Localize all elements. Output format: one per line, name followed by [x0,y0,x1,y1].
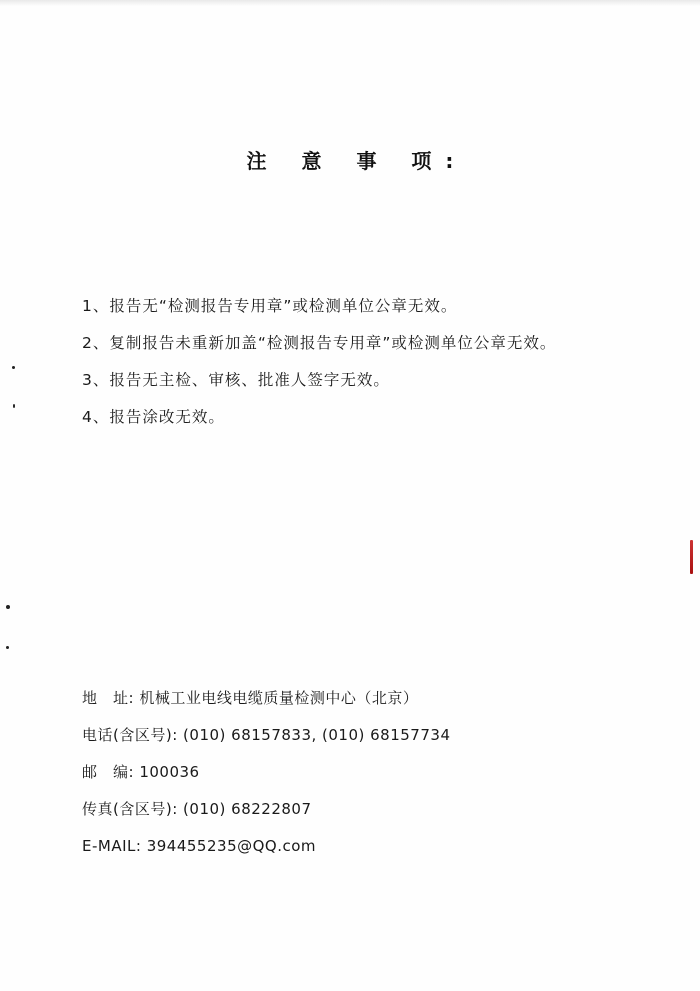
fax-value: (010) 68222807 [183,800,312,818]
postcode-row [82,754,642,791]
address-row [82,680,642,717]
scan-speck [13,404,15,408]
scan-speck [6,605,10,609]
note-item: 3、报告无主检、审核、批准人签字无效。 [82,371,390,389]
address-label: 地 址: [82,689,135,707]
email-value: 394455235@QQ.com [146,837,317,855]
postcode-value: 100036 [139,763,200,781]
phone-label: 电话(含区号): [82,726,178,744]
scan-speck [12,366,15,369]
note-item: 2、复制报告未重新加盖“检测报告专用章”或检测单位公章无效。 [82,334,557,352]
address-value: 机械工业电线电缆质量检测中心（北京） [139,689,419,707]
contact-block [82,680,642,865]
note-item: 1、报告无“检测报告专用章”或检测单位公章无效。 [82,297,458,315]
fax-label: 传真(含区号): [82,800,178,818]
phone-row [82,717,642,754]
email-label: E-MAIL: [82,837,142,855]
page-title: 注 意 事 项: [246,149,468,173]
red-ink-mark [690,540,693,574]
fax-row [82,791,642,828]
phone-value: (010) 68157833, (010) 68157734 [183,726,451,744]
email-row [82,828,642,865]
note-item: 4、报告涂改无效。 [82,408,225,426]
notes-list [82,288,682,436]
scan-speck [6,646,9,649]
scan-top-edge [0,0,700,6]
postcode-label: 邮 编: [82,763,135,781]
